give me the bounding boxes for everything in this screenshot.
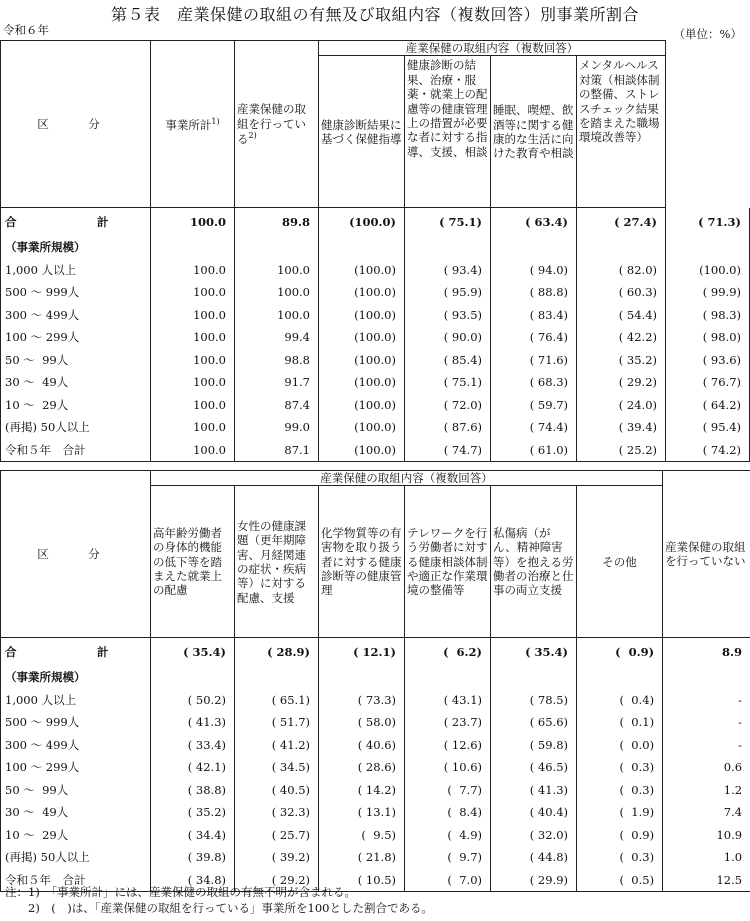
- table-cell: ( 71.6): [491, 349, 577, 372]
- table-row: [1, 711, 750, 734]
- table-cell: ( 4.9): [405, 824, 491, 847]
- table-cell: (100.0): [319, 281, 405, 304]
- table-cell: ( 28.6): [319, 756, 405, 779]
- table-cell: (100.0): [319, 326, 405, 349]
- table-cell: ( 42.1): [151, 756, 235, 779]
- table-cell: ( 63.4): [491, 208, 577, 237]
- table-cell: ( 13.1): [319, 801, 405, 824]
- table-cell: (100.0): [319, 304, 405, 327]
- table-cell: ( 35.4): [151, 638, 235, 667]
- table-cell: 100.0: [235, 281, 319, 304]
- table-cell: [491, 666, 577, 689]
- table-cell: ( 6.2): [405, 638, 491, 667]
- table-cell: [235, 666, 319, 689]
- table-cell: 99.0: [235, 416, 319, 439]
- table-cell: ( 99.9): [666, 281, 750, 304]
- table-cell: -: [663, 711, 750, 734]
- table-cell: 100.0: [151, 281, 235, 304]
- table-cell: ( 9.7): [405, 846, 491, 869]
- table-cell: ( 42.2): [577, 326, 666, 349]
- table-cell: ( 40.6): [319, 734, 405, 757]
- table-cell: ( 64.2): [666, 394, 750, 417]
- table-row: [1, 281, 750, 304]
- table-cell: (100.0): [666, 259, 750, 282]
- table-cell: ( 44.8): [491, 846, 577, 869]
- table-row: [1, 371, 750, 394]
- table-cell: ( 83.4): [491, 304, 577, 327]
- row-label: 10 ～ 29人: [1, 394, 151, 417]
- table-cell: ( 43.1): [405, 689, 491, 712]
- table-cell: ( 65.6): [491, 711, 577, 734]
- table-cell: [405, 236, 491, 259]
- table-cell: ( 38.8): [151, 779, 235, 802]
- table-cell: ( 73.3): [319, 689, 405, 712]
- table-cell: ( 27.4): [577, 208, 666, 237]
- table-cell: 87.1: [235, 439, 319, 462]
- table-cell: ( 72.0): [405, 394, 491, 417]
- table-cell: 100.0: [151, 416, 235, 439]
- table-cell: ( 94.0): [491, 259, 577, 282]
- table-cell: ( 10.6): [405, 756, 491, 779]
- table-cell: (100.0): [319, 208, 405, 237]
- table-cell: 1.2: [663, 779, 750, 802]
- table-cell: ( 25.7): [235, 824, 319, 847]
- col-doing-header: 産業保健の取組を行っている$^{2)}$: [235, 41, 319, 208]
- table-cell: ( 0.3): [577, 846, 663, 869]
- table-cell: ( 12.1): [319, 638, 405, 667]
- col-header: 化学物質等の有害物を取り扱う者に対する健康診断等の健康管理: [319, 486, 405, 638]
- table-cell: 10.9: [663, 824, 750, 847]
- row-label: 30 ～ 49人: [1, 801, 151, 824]
- table-cell: ( 61.0): [491, 439, 577, 462]
- table-row: [1, 439, 750, 462]
- row-label: 1,000 人以上: [1, 259, 151, 282]
- table-cell: ( 32.3): [235, 801, 319, 824]
- table-cell: ( 76.4): [491, 326, 577, 349]
- table-cell: 12.5: [663, 869, 750, 892]
- table-row: [1, 394, 750, 417]
- table-cell: ( 35.2): [151, 801, 235, 824]
- table-cell: ( 24.0): [577, 394, 666, 417]
- table-cell: ( 65.1): [235, 689, 319, 712]
- kubun-header: 区 分: [1, 41, 151, 208]
- table-cell: ( 41.3): [151, 711, 235, 734]
- table-cell: ( 74.7): [405, 439, 491, 462]
- table-cell: ( 21.8): [319, 846, 405, 869]
- table-cell: 87.4: [235, 394, 319, 417]
- table-cell: [577, 236, 666, 259]
- row-label: 令和５年 合計: [1, 869, 151, 892]
- table-1: [0, 40, 750, 462]
- table-cell: ( 39.8): [151, 846, 235, 869]
- table-cell: ( 58.0): [319, 711, 405, 734]
- table-cell: -: [663, 734, 750, 757]
- table-cell: ( 98.3): [666, 304, 750, 327]
- col-header: メンタルヘルス対策（相談体制の整備、ストレスチェック結果を踏まえた職場環境改善等）: [577, 56, 666, 208]
- table-cell: 100.0: [235, 304, 319, 327]
- table-cell: ( 0.3): [577, 779, 663, 802]
- table-cell: 100.0: [151, 439, 235, 462]
- table-cell: ( 29.9): [491, 869, 577, 892]
- row-label: 300 ～ 499人: [1, 304, 151, 327]
- table-cell: ( 7.0): [405, 869, 491, 892]
- table-cell: [577, 666, 663, 689]
- table-title: 第５表 産業保健の取組の有無及び取組内容（複数回答）別事業所割合: [110, 5, 639, 24]
- row-label: 300 ～ 499人: [1, 734, 151, 757]
- table-cell: ( 10.5): [319, 869, 405, 892]
- table-cell: 1.0: [663, 846, 750, 869]
- table-row: [1, 824, 750, 847]
- table-row: [1, 666, 750, 689]
- table-cell: -: [663, 689, 750, 712]
- row-label: (再掲) 50人以上: [1, 846, 151, 869]
- table-cell: ( 71.3): [666, 208, 750, 237]
- table-cell: 100.0: [151, 326, 235, 349]
- row-label: 500 ～ 999人: [1, 281, 151, 304]
- table-cell: ( 35.4): [491, 638, 577, 667]
- table-cell: ( 93.5): [405, 304, 491, 327]
- table-cell: ( 74.4): [491, 416, 577, 439]
- table-cell: ( 23.7): [405, 711, 491, 734]
- table-row: [1, 349, 750, 372]
- group-header: 産業保健の取組内容（複数回答）: [151, 471, 663, 486]
- table-cell: ( 34.8): [151, 869, 235, 892]
- table-cell: ( 95.9): [405, 281, 491, 304]
- table-row: [1, 208, 750, 237]
- table-cell: [151, 666, 235, 689]
- table-cell: ( 29.2): [577, 371, 666, 394]
- table-cell: ( 54.4): [577, 304, 666, 327]
- footnote: 2) ( )は、「産業保健の取組を行っている」事業所を100とした割合である。: [5, 901, 433, 915]
- table-cell: ( 87.6): [405, 416, 491, 439]
- table-cell: [151, 236, 235, 259]
- table-row: [1, 756, 750, 779]
- table-cell: [491, 236, 577, 259]
- table-cell: ( 40.5): [235, 779, 319, 802]
- col-header: その他: [577, 486, 663, 638]
- row-label: 100 ～ 299人: [1, 326, 151, 349]
- table-cell: ( 28.9): [235, 638, 319, 667]
- table-cell: ( 34.5): [235, 756, 319, 779]
- table-cell: ( 34.4): [151, 824, 235, 847]
- kubun-header: 区 分: [1, 471, 151, 638]
- table-cell: ( 68.3): [491, 371, 577, 394]
- footnote: 注：1) 「事業所計」には、産業保健の取組の有無不明が含まれる。: [5, 885, 357, 899]
- table-cell: ( 60.3): [577, 281, 666, 304]
- table-cell: ( 85.4): [405, 349, 491, 372]
- row-label: （事業所規模）: [1, 666, 151, 689]
- table-cell: ( 41.3): [491, 779, 577, 802]
- table-cell: 100.0: [151, 349, 235, 372]
- table-cell: ( 0.0): [577, 734, 663, 757]
- table-row: [1, 326, 750, 349]
- table-row: [1, 779, 750, 802]
- col-establishments-header: 事業所計$^{1)}$: [151, 41, 235, 208]
- table-cell: 99.4: [235, 326, 319, 349]
- table-cell: ( 39.2): [235, 846, 319, 869]
- table-cell: 100.0: [151, 304, 235, 327]
- table-row: [1, 304, 750, 327]
- table-cell: [235, 236, 319, 259]
- table-cell: ( 74.2): [666, 439, 750, 462]
- table-cell: ( 0.3): [577, 756, 663, 779]
- table-cell: ( 14.2): [319, 779, 405, 802]
- table-row: [1, 846, 750, 869]
- col-header: 高年齢労働者の身体的機能の低下等を踏まえた就業上の配慮: [151, 486, 235, 638]
- row-label: （事業所規模）: [1, 236, 151, 259]
- table-cell: 100.0: [151, 394, 235, 417]
- table-cell: ( 93.6): [666, 349, 750, 372]
- table-cell: ( 0.1): [577, 711, 663, 734]
- table-cell: 91.7: [235, 371, 319, 394]
- year-label: 令和６年: [3, 23, 49, 37]
- table-cell: ( 93.4): [405, 259, 491, 282]
- table-cell: ( 12.6): [405, 734, 491, 757]
- footnotes: [5, 884, 433, 916]
- table-cell: ( 51.7): [235, 711, 319, 734]
- table-cell: ( 9.5): [319, 824, 405, 847]
- table-cell: (100.0): [319, 416, 405, 439]
- table-cell: ( 33.4): [151, 734, 235, 757]
- table-cell: ( 39.4): [577, 416, 666, 439]
- table-cell: ( 78.5): [491, 689, 577, 712]
- table-cell: (100.0): [319, 371, 405, 394]
- table-cell: ( 76.7): [666, 371, 750, 394]
- table-2: [0, 470, 750, 892]
- table-row: [1, 638, 750, 667]
- row-label: 1,000 人以上: [1, 689, 151, 712]
- unit-label: （単位：%）: [673, 27, 742, 41]
- table-cell: ( 41.2): [235, 734, 319, 757]
- col-header: 睡眠、喫煙、飲酒等に関する健康的な生活に向けた教育や相談: [491, 56, 577, 208]
- table-row: [1, 236, 750, 259]
- col-header: テレワークを行う労働者に対する健康相談体制や適正な作業環境の整備等: [405, 486, 491, 638]
- table-cell: 8.9: [663, 638, 750, 667]
- table-cell: 100.0: [235, 259, 319, 282]
- table-cell: 100.0: [151, 208, 235, 237]
- row-label: 30 ～ 49人: [1, 371, 151, 394]
- table-cell: ( 95.4): [666, 416, 750, 439]
- row-label: 100 ～ 299人: [1, 756, 151, 779]
- table-row: [1, 259, 750, 282]
- row-label: (再掲) 50人以上: [1, 416, 151, 439]
- table-row: [1, 689, 750, 712]
- table-cell: 100.0: [151, 259, 235, 282]
- table-cell: 100.0: [151, 371, 235, 394]
- table-cell: 0.6: [663, 756, 750, 779]
- table-cell: ( 35.2): [577, 349, 666, 372]
- table-cell: [319, 666, 405, 689]
- table-cell: [405, 666, 491, 689]
- table-cell: ( 88.8): [491, 281, 577, 304]
- table-cell: ( 75.1): [405, 208, 491, 237]
- row-label: 令和５年 合計: [1, 439, 151, 462]
- table-cell: ( 29.2): [235, 869, 319, 892]
- table-cell: ( 46.5): [491, 756, 577, 779]
- table-row: [1, 801, 750, 824]
- table-cell: ( 82.0): [577, 259, 666, 282]
- table-cell: ( 0.9): [577, 638, 663, 667]
- table-cell: ( 1.9): [577, 801, 663, 824]
- row-label: 50 ～ 99人: [1, 349, 151, 372]
- table-cell: ( 98.0): [666, 326, 750, 349]
- table-cell: ( 50.2): [151, 689, 235, 712]
- col-header: 健康診断結果に基づく保健指導: [319, 56, 405, 208]
- row-label: 合 計: [1, 638, 151, 667]
- table-cell: 89.8: [235, 208, 319, 237]
- table-cell: ( 75.1): [405, 371, 491, 394]
- col-not-doing-header: 産業保健の取組を行っていない: [663, 471, 750, 638]
- table-cell: 7.4: [663, 801, 750, 824]
- table-row: [1, 416, 750, 439]
- table-cell: [663, 666, 750, 689]
- table-cell: ( 7.7): [405, 779, 491, 802]
- table-cell: (100.0): [319, 349, 405, 372]
- table-cell: ( 32.0): [491, 824, 577, 847]
- table-cell: (100.0): [319, 394, 405, 417]
- table-cell: ( 40.4): [491, 801, 577, 824]
- table-cell: ( 90.0): [405, 326, 491, 349]
- table-row: [1, 734, 750, 757]
- col-header: 女性の健康課題（更年期障害、月経関連の症状・疾病等）に対する配慮、支援: [235, 486, 319, 638]
- row-label: 500 ～ 999人: [1, 711, 151, 734]
- table-cell: [666, 236, 750, 259]
- table-cell: ( 59.7): [491, 394, 577, 417]
- table-cell: ( 59.8): [491, 734, 577, 757]
- table-cell: (100.0): [319, 439, 405, 462]
- table-cell: ( 8.4): [405, 801, 491, 824]
- table-cell: ( 0.4): [577, 689, 663, 712]
- table-cell: 98.8: [235, 349, 319, 372]
- col-header: 健康診断の結果、治療・服薬・就業上の配慮等の健康管理上の措置が必要な者に対する指導、支援、相談: [405, 56, 491, 208]
- row-label: 10 ～ 29人: [1, 824, 151, 847]
- col-header: 私傷病（がん、精神障害等）を抱える労働者の治療と仕事の両立支援: [491, 486, 577, 638]
- row-label: 50 ～ 99人: [1, 779, 151, 802]
- table-cell: ( 0.5): [577, 869, 663, 892]
- row-label: 合 計: [1, 208, 151, 237]
- table-cell: [319, 236, 405, 259]
- table-cell: (100.0): [319, 259, 405, 282]
- table-cell: ( 25.2): [577, 439, 666, 462]
- table-cell: ( 0.9): [577, 824, 663, 847]
- group-header: 産業保健の取組内容（複数回答）: [319, 41, 666, 56]
